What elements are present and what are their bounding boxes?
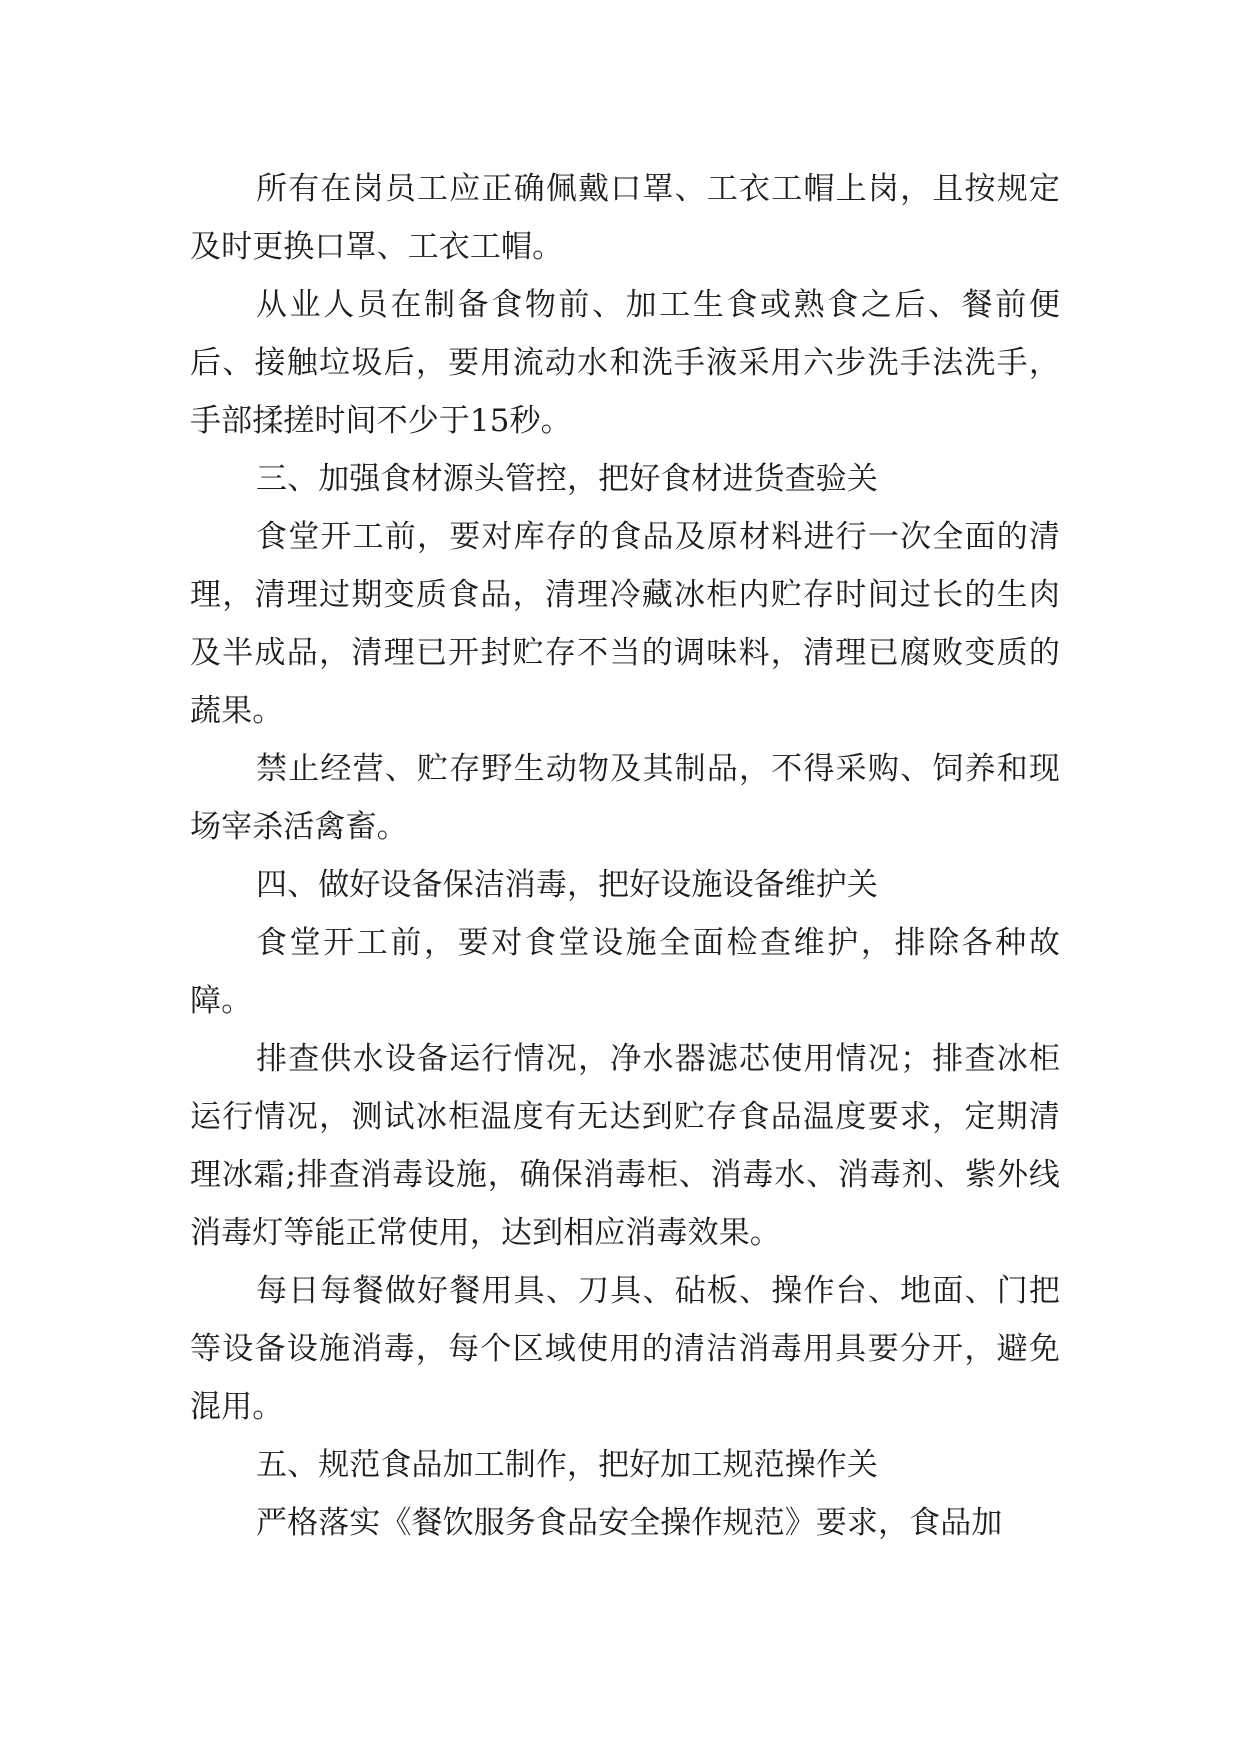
paragraph-masks-uniforms: 所有在岗员工应正确佩戴口罩、工衣工帽上岗，且按规定及时更换口罩、工衣工帽。 xyxy=(190,171,1060,265)
section-heading-4: 四、做好设备保洁消毒，把好设施设备维护关 xyxy=(256,867,878,903)
document-body xyxy=(190,160,1060,1552)
paragraph-daily-disinfection: 每日每餐做好餐用具、刀具、砧板、操作台、地面、门把等设备设施消毒，每个区域使用的清洁消毒用具要分开，避免混用。 xyxy=(190,1273,1060,1425)
paragraph-handwashing: 从业人员在制备食物前、加工生食或熟食之后、餐前便后、接触垃圾后，要用流动水和洗手液采用六步洗手法洗手，手部揉搓时间不少于15秒。 xyxy=(190,287,1060,439)
paragraph-wild-animals: 禁止经营、贮存野生动物及其制品，不得采购、饲养和现场宰杀活禽畜。 xyxy=(190,751,1060,845)
paragraph-operation-standards: 严格落实《餐饮服务食品安全操作规范》要求，食品加 xyxy=(256,1505,1003,1541)
paragraph-equipment-check: 排查供水设备运行情况，净水器滤芯使用情况；排查冰柜运行情况，测试冰柜温度有无达到贮存食品温度要求，定期清理冰霜;排查消毒设施，确保消毒柜、消毒水、消毒剂、紫外线消毒灯等能正常使用，达到相应消毒效果。 xyxy=(190,1041,1060,1251)
section-heading-5: 五、规范食品加工制作，把好加工规范操作关 xyxy=(256,1447,878,1483)
paragraph-inventory-cleanup: 食堂开工前，要对库存的食品及原材料进行一次全面的清理，清理过期变质食品，清理冷藏冰柜内贮存时间过长的生肉及半成品，清理已开封贮存不当的调味料，清理已腐败变质的蔬果。 xyxy=(190,519,1060,729)
paragraph-facility-inspection: 食堂开工前，要对食堂设施全面检查维护，排除各种故障。 xyxy=(190,925,1060,1019)
section-heading-3: 三、加强食材源头管控，把好食材进货查验关 xyxy=(256,461,878,497)
